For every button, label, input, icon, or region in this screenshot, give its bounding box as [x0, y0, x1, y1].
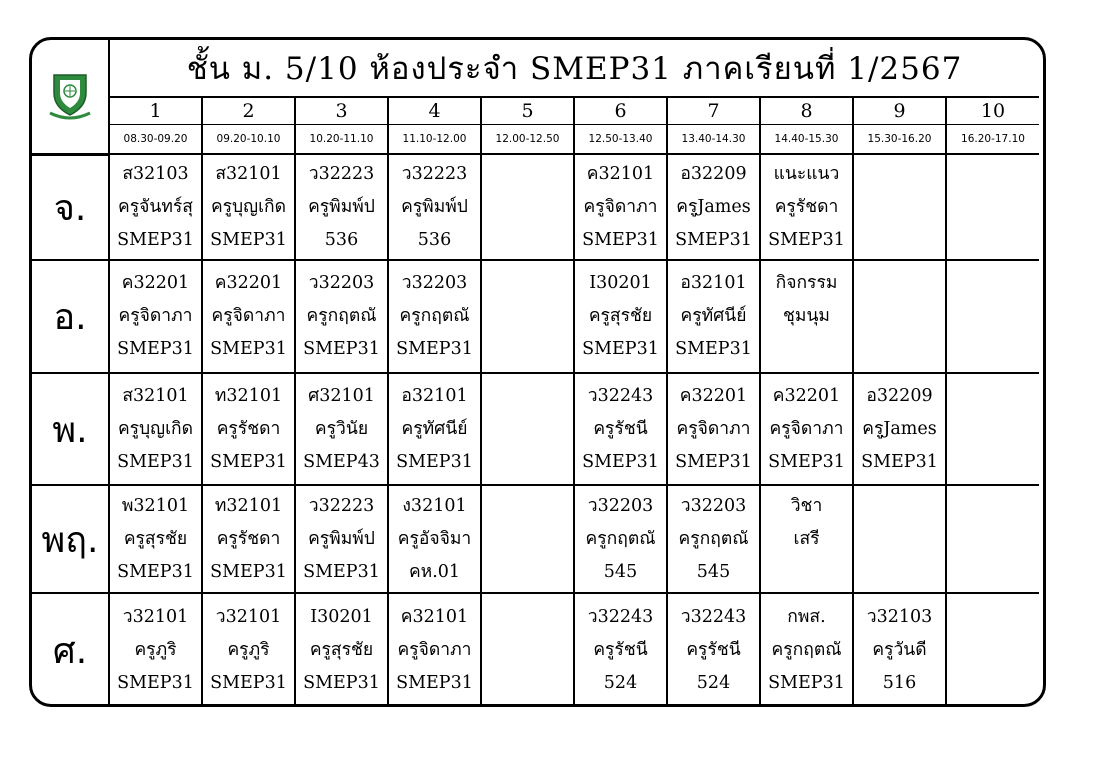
- period-time-4: 11.10-12.00: [388, 124, 481, 154]
- subject-code: ค32201: [679, 385, 748, 406]
- class-cell: [295, 485, 388, 593]
- teacher-name: ครูJames: [676, 196, 751, 217]
- period-number-5: 5: [481, 97, 574, 124]
- day-row: [32, 373, 1039, 485]
- room: SMEP43: [303, 451, 380, 472]
- class-cell: [574, 593, 667, 707]
- class-cell: [760, 593, 853, 707]
- room: SMEP31: [396, 673, 473, 693]
- teacher-name: ครูจิดาภา: [769, 418, 844, 439]
- room: SMEP31: [210, 451, 287, 472]
- room: [761, 333, 852, 366]
- subject-code: ส32101: [215, 163, 282, 184]
- teacher-name: ครูกฤตณั: [771, 640, 842, 660]
- room: 524: [696, 673, 731, 693]
- room: SMEP31: [210, 673, 287, 693]
- period-number-2: 2: [202, 97, 295, 124]
- class-cell: [202, 373, 295, 485]
- room: SMEP31: [117, 339, 194, 359]
- period-time-9: 15.30-16.20: [853, 124, 946, 154]
- class-cell: [760, 260, 853, 373]
- class-cell: [946, 154, 1039, 260]
- teacher-name: เสรี: [793, 528, 820, 549]
- teacher-name: ครูจิดาภา: [397, 640, 472, 660]
- subject-code: ว32203: [587, 495, 654, 516]
- teacher-name: ครูกฤตณั: [678, 528, 749, 549]
- subject-code: ว32101: [122, 607, 189, 627]
- logo-cell: [32, 40, 109, 154]
- subject-code: กิจกรรม: [775, 273, 838, 293]
- class-cell: [481, 485, 574, 593]
- teacher-name: ครูอัจจิมา: [397, 528, 472, 549]
- teacher-name: ครูจิดาภา: [676, 418, 751, 439]
- subject-code: ว32103: [866, 607, 933, 627]
- room: SMEP31: [768, 673, 845, 693]
- room: 524: [603, 673, 638, 693]
- subject-code: ว32223: [308, 163, 375, 184]
- room: SMEP31: [210, 339, 287, 359]
- teacher-name: ครูวันดี: [872, 640, 927, 660]
- class-cell: [853, 485, 946, 593]
- day-row: [32, 485, 1039, 593]
- teacher-name: ครูวินัย: [314, 418, 369, 439]
- class-cell: [202, 485, 295, 593]
- class-cell: [574, 373, 667, 485]
- class-cell: [295, 593, 388, 707]
- room: คห.01: [408, 561, 461, 582]
- teacher-name: ครูพิมพ์ป: [308, 528, 375, 549]
- period-time-5: 12.00-12.50: [481, 124, 574, 154]
- class-cell: [388, 485, 481, 593]
- room: SMEP31: [861, 451, 938, 472]
- teacher-name: ครูภูริ: [227, 640, 270, 660]
- period-time-6: 12.50-13.40: [574, 124, 667, 154]
- class-cell: [853, 260, 946, 373]
- room: SMEP31: [117, 229, 194, 250]
- subject-code: แนะแนว: [773, 163, 840, 184]
- room: [761, 556, 852, 589]
- teacher-name: ชุมนุม: [783, 306, 830, 326]
- room: SMEP31: [303, 561, 380, 582]
- class-cell: [946, 485, 1039, 593]
- teacher-name: ครูกฤตณั: [399, 306, 470, 326]
- subject-code: I30201: [589, 273, 652, 293]
- subject-code: ว32101: [215, 607, 282, 627]
- subject-code: อ32209: [866, 385, 933, 406]
- room: SMEP31: [675, 339, 752, 359]
- class-cell: [202, 154, 295, 260]
- class-cell: [481, 260, 574, 373]
- subject-code: ค32101: [586, 163, 655, 184]
- school-crest-icon: [48, 69, 92, 123]
- teacher-name: ครูรัชดา: [216, 418, 281, 439]
- room: SMEP31: [582, 229, 659, 250]
- subject-code: ส32103: [122, 163, 189, 184]
- subject-code: ศ32101: [308, 385, 375, 406]
- teacher-name: ครูภูริ: [134, 640, 177, 660]
- period-number-9: 9: [853, 97, 946, 124]
- teacher-name: ครูรัชนี: [593, 640, 648, 660]
- class-cell: [481, 154, 574, 260]
- class-cell: [109, 260, 202, 373]
- class-cell: [853, 593, 946, 707]
- teacher-name: ครูจิดาภา: [583, 196, 658, 217]
- room: 545: [696, 561, 731, 582]
- class-cell: [667, 593, 760, 707]
- period-time-1: 08.30-09.20: [109, 124, 202, 154]
- class-cell: [667, 485, 760, 593]
- class-cell: [109, 485, 202, 593]
- period-number-6: 6: [574, 97, 667, 124]
- subject-code: ว32203: [308, 273, 375, 293]
- room: SMEP31: [675, 229, 752, 250]
- class-cell: [946, 593, 1039, 707]
- class-cell: [295, 260, 388, 373]
- teacher-name: ครูพิมพ์ป: [401, 196, 468, 217]
- teacher-name: ครูรัชดา: [216, 528, 281, 549]
- day-label: พฤ.: [32, 485, 109, 593]
- class-cell: [667, 260, 760, 373]
- teacher-name: ครูสุรชัย: [588, 306, 653, 326]
- class-cell: [109, 373, 202, 485]
- subject-code: ว32223: [308, 495, 375, 516]
- class-cell: [388, 593, 481, 707]
- class-cell: [760, 373, 853, 485]
- room: 516: [882, 673, 917, 693]
- room: SMEP31: [303, 339, 380, 359]
- class-cell: [760, 154, 853, 260]
- class-cell: [946, 260, 1039, 373]
- room: SMEP31: [582, 451, 659, 472]
- subject-code: ง32101: [402, 495, 467, 516]
- subject-code: ท32101: [214, 385, 283, 406]
- subject-code: ค32101: [400, 607, 469, 627]
- day-label: พ.: [32, 373, 109, 485]
- class-cell: [574, 154, 667, 260]
- class-cell: [295, 154, 388, 260]
- subject-code: อ32209: [680, 163, 747, 184]
- class-cell: [853, 373, 946, 485]
- room: SMEP31: [117, 451, 194, 472]
- subject-code: ว32203: [680, 495, 747, 516]
- day-row: [32, 593, 1039, 707]
- teacher-name: ครูJames: [862, 418, 937, 439]
- class-cell: [109, 593, 202, 707]
- room: SMEP31: [582, 339, 659, 359]
- subject-code: ว32243: [587, 385, 654, 406]
- room: SMEP31: [396, 451, 473, 472]
- class-cell: [667, 154, 760, 260]
- period-number-7: 7: [667, 97, 760, 124]
- room: 536: [417, 229, 452, 250]
- subject-code: ว32243: [587, 607, 654, 627]
- subject-code: กพส.: [787, 607, 826, 627]
- subject-code: ค32201: [121, 273, 190, 293]
- class-cell: [388, 154, 481, 260]
- day-row: [32, 260, 1039, 373]
- teacher-name: ครูสุรชัย: [309, 640, 374, 660]
- period-number-4: 4: [388, 97, 481, 124]
- room: SMEP31: [210, 561, 287, 582]
- class-cell: [481, 373, 574, 485]
- class-cell: [388, 260, 481, 373]
- class-cell: [574, 260, 667, 373]
- teacher-name: ครูกฤตณั: [306, 306, 377, 326]
- class-cell: [481, 593, 574, 707]
- teacher-name: ครูรัชนี: [593, 418, 648, 439]
- class-cell: [574, 485, 667, 593]
- room: SMEP31: [396, 339, 473, 359]
- subject-code: ว32243: [680, 607, 747, 627]
- subject-code: ค32201: [772, 385, 841, 406]
- timetable: [32, 40, 1039, 707]
- subject-code: อ32101: [680, 273, 747, 293]
- teacher-name: ครูสุรชัย: [123, 528, 188, 549]
- teacher-name: ครูจิดาภา: [118, 306, 193, 326]
- room: SMEP31: [210, 229, 287, 250]
- class-cell: [202, 593, 295, 707]
- subject-code: ว32203: [401, 273, 468, 293]
- day-row: [32, 154, 1039, 260]
- class-cell: [295, 373, 388, 485]
- teacher-name: ครูจิดาภา: [211, 306, 286, 326]
- day-label: อ.: [32, 260, 109, 373]
- class-cell: [109, 154, 202, 260]
- teacher-name: ครูรัชนี: [686, 640, 741, 660]
- room: SMEP31: [117, 673, 194, 693]
- period-number-1: 1: [109, 97, 202, 124]
- class-cell: [388, 373, 481, 485]
- teacher-name: ครูทัศนีย์: [680, 306, 747, 326]
- teacher-name: ครูบุญเกิด: [117, 418, 194, 439]
- teacher-name: ครูพิมพ์ป: [308, 196, 375, 217]
- teacher-name: ครูทัศนีย์: [401, 418, 468, 439]
- room: SMEP31: [117, 561, 194, 582]
- day-label: ศ.: [32, 593, 109, 707]
- subject-code: I30201: [310, 607, 373, 627]
- room: SMEP31: [675, 451, 752, 472]
- subject-code: ว32223: [401, 163, 468, 184]
- teacher-name: ครูจันทร์สุ: [118, 196, 193, 217]
- subject-code: อ32101: [401, 385, 468, 406]
- room: SMEP31: [768, 451, 845, 472]
- class-cell: [760, 485, 853, 593]
- subject-code: ส32101: [122, 385, 189, 406]
- period-number-10: 10: [946, 97, 1039, 124]
- room: SMEP31: [303, 673, 380, 693]
- day-label: จ.: [32, 154, 109, 260]
- period-time-7: 13.40-14.30: [667, 124, 760, 154]
- subject-code: ค32201: [214, 273, 283, 293]
- period-number-8: 8: [760, 97, 853, 124]
- teacher-name: ครูรัชดา: [774, 196, 839, 217]
- teacher-name: ครูกฤตณั: [585, 528, 656, 549]
- period-time-3: 10.20-11.10: [295, 124, 388, 154]
- page-title: ชั้น ม. 5/10 ห้องประจำ SMEP31 ภาคเรียนที่ 1/2567: [109, 40, 1039, 97]
- subject-code: วิชา: [790, 495, 823, 516]
- room: 536: [324, 229, 359, 250]
- class-cell: [946, 373, 1039, 485]
- class-cell: [667, 373, 760, 485]
- class-cell: [853, 154, 946, 260]
- period-time-10: 16.20-17.10: [946, 124, 1039, 154]
- period-time-2: 09.20-10.10: [202, 124, 295, 154]
- teacher-name: ครูบุญเกิด: [210, 196, 287, 217]
- class-cell: [202, 260, 295, 373]
- period-number-3: 3: [295, 97, 388, 124]
- subject-code: ท32101: [214, 495, 283, 516]
- room: 545: [603, 561, 638, 582]
- subject-code: พ32101: [121, 495, 190, 516]
- room: SMEP31: [768, 229, 845, 250]
- period-time-8: 14.40-15.30: [760, 124, 853, 154]
- timetable-frame: [29, 37, 1046, 707]
